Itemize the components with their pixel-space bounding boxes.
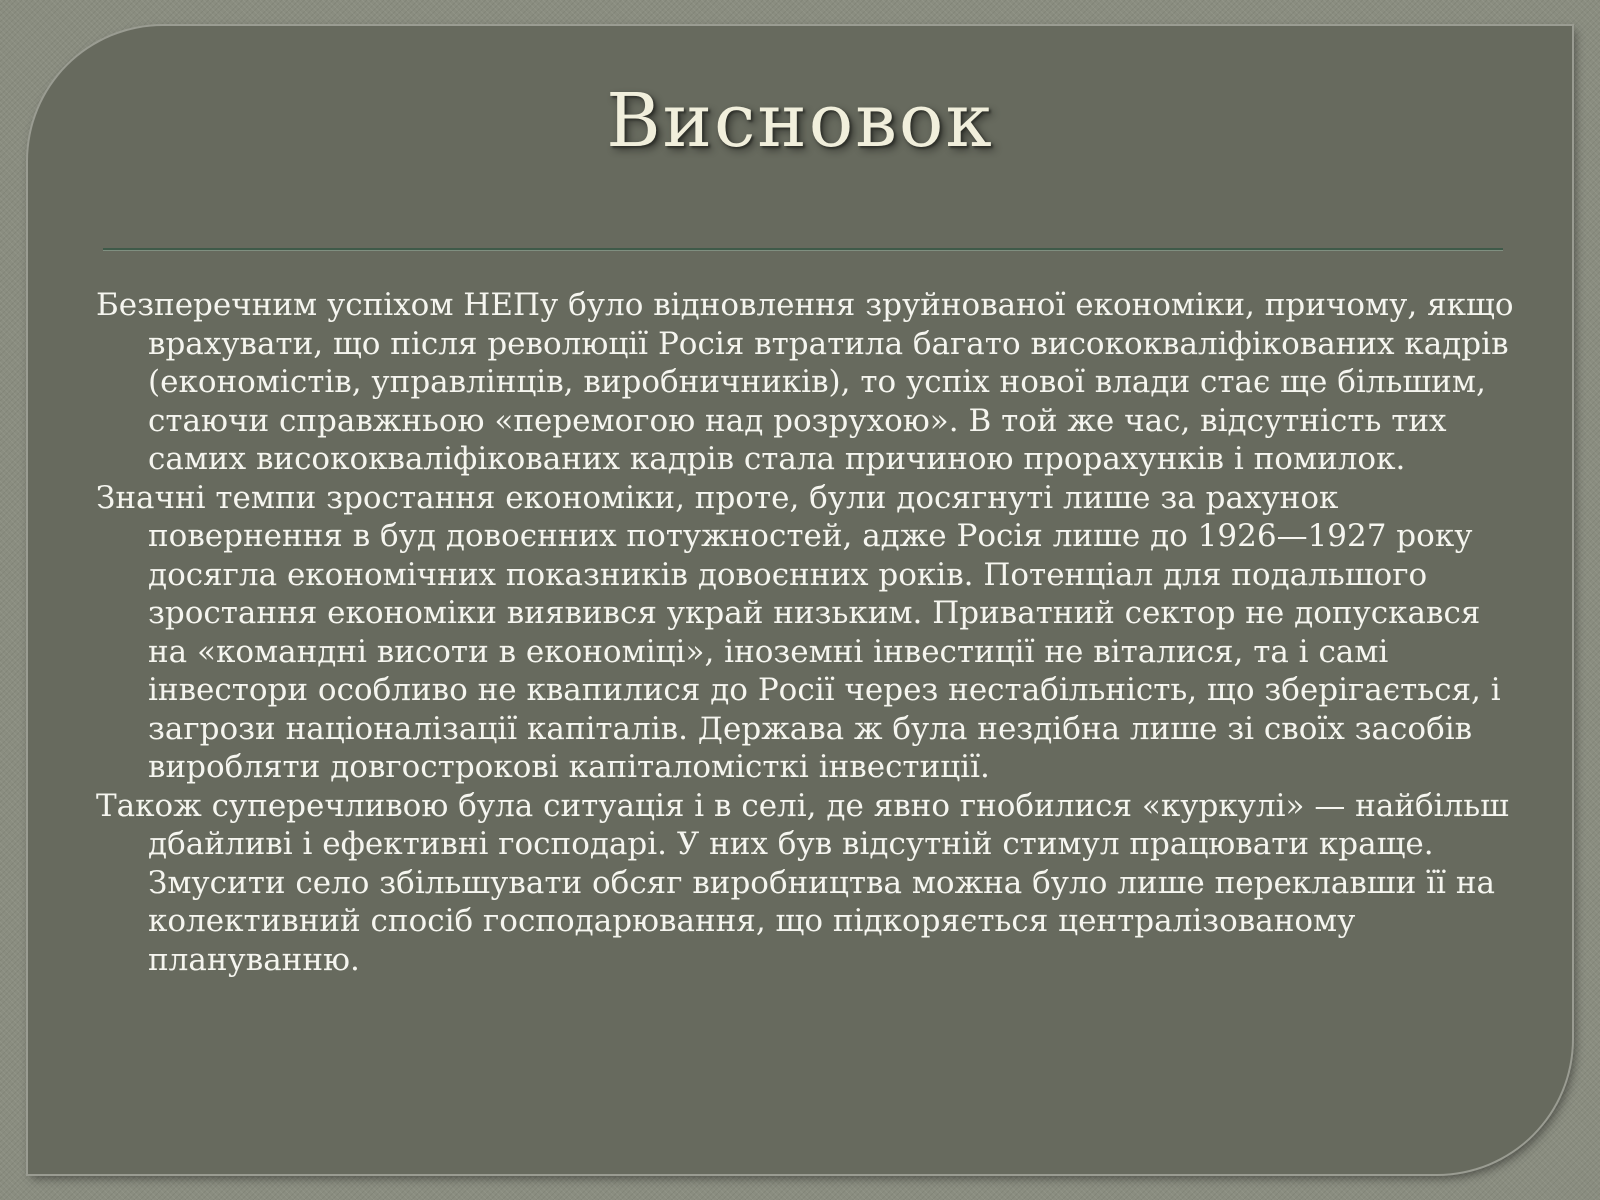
paragraph-village-situation: Також суперечливою була ситуація і в селі, де явно гнобилися «куркулі» — найбільш дбайливі і ефективні господарі. У них був відсутній стимул працювати краще. Змусити село збільшувати обсяг виробництва можна було лише переклавши її на колективний спосіб господарювання, що підкоряється централізованому плануванню.: [96, 787, 1509, 978]
paragraph-nep-success: Безперечним успіхом НЕПу було відновлення зруйнованої економіки, причому, якщо врахувати, що після революції Росія втратила багато висококваліфікованих кадрів (економістів, управлінців, виробничників), то успіх нової влади стає ще більшим, стаючи справжньою «перемогою над розрухою». В той же час, відсутність тих самих висококваліфікованих кадрів стала причиною прорахунків і помилок.: [96, 287, 1514, 477]
title-divider: [103, 248, 1503, 251]
slide-title: Висновок: [606, 78, 994, 164]
content-body: [96, 286, 1526, 979]
paragraph-economic-growth: Значні темпи зростання економіки, проте, були досягнуті лише за рахунок повернення в буд довоєнних потужностей, адже Росія лише до 1926—1927 року досягла економічних показників довоєнних років. Потенціал для подальшого зростання економіки виявився украй низьким. Приватний сектор не допускався на «командні висоти в економіці», іноземні інвестиції не віталися, та і самі інвестори особливо не квапилися до Росії через нестабільність, що зберігається, і загрози націоналізації капіталів. Держава ж була нездібна лише зі своїх засобів виробляти довгострокові капіталомісткі інвестиції.: [96, 479, 1501, 785]
slide-panel: [28, 26, 1572, 1174]
